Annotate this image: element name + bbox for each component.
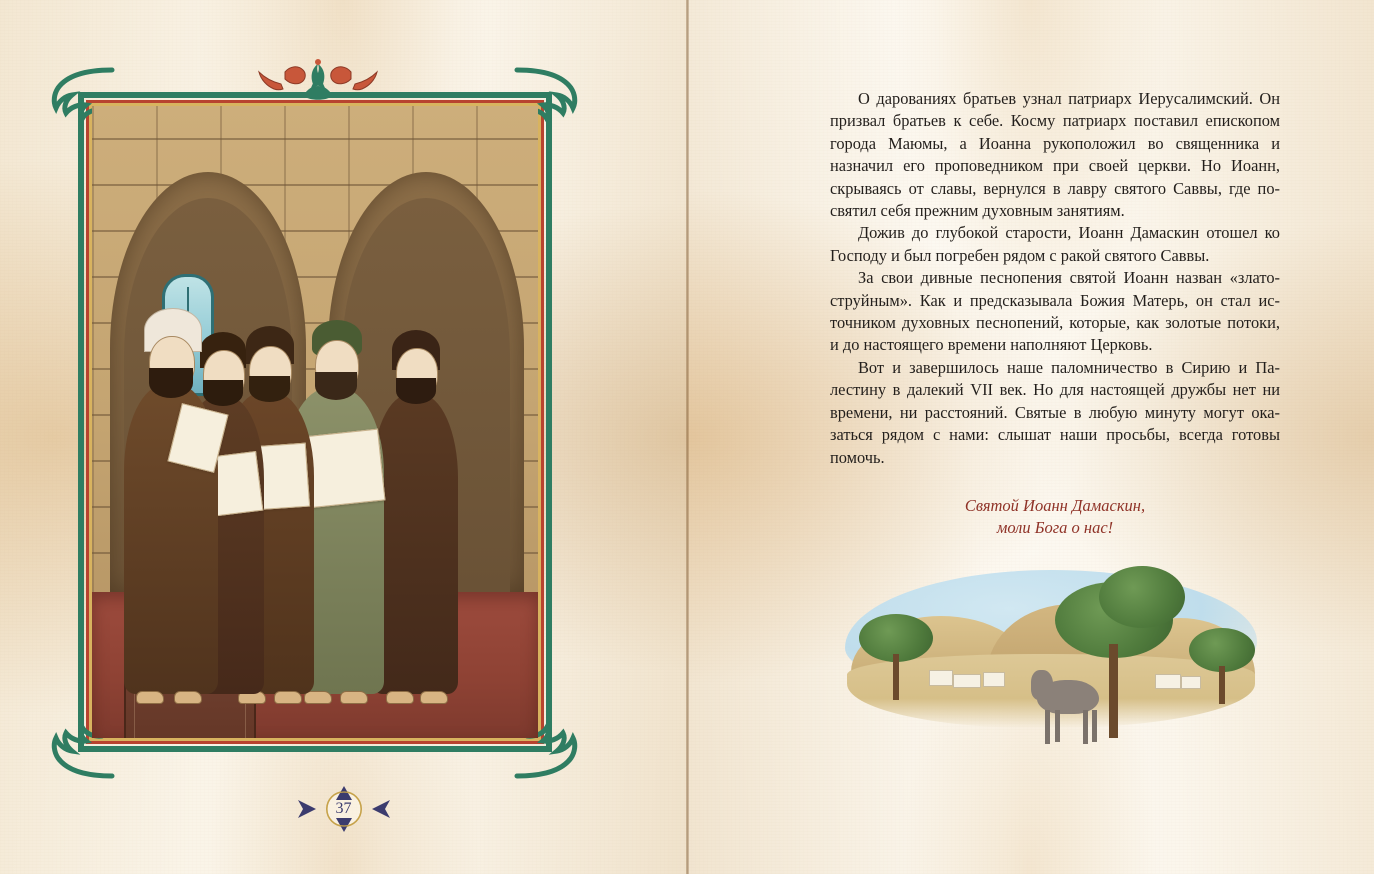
paragraph: За свои дивные песнопения святой Иоанн назван «златоструйным». Как и предсказывала Божия Матерь, он стал источником духовных песнопений, которые, как золотые потоки, и до настоящего времени наполняют Церковь. (830, 268, 1280, 355)
landscape-vignette (837, 486, 1267, 756)
village-house (1155, 674, 1181, 689)
paragraph: Вот и завершилось наше паломничество в Сирию и Палестину в далекий VII век. Но для настоящей дружбы нет ни времени, ни расстояний. Святые в любую минуту могут оказаться рядом с нами: слышат наши просьбы, всегда готовы помочь. (830, 357, 1280, 467)
invocation-line-2: моли Бога о нас! (996, 517, 1114, 537)
olive-tree-canopy (1099, 566, 1185, 628)
village-house (983, 672, 1005, 687)
miniature-illustration (92, 106, 538, 738)
paragraph: Дожив до глубокой старости, Иоанн Дамаскин отошел ко Господу и был погребен рядом с ракой святого Саввы. (830, 223, 1280, 265)
olive-tree-trunk (1109, 644, 1118, 738)
birds-ornament-icon (223, 54, 413, 110)
book-gutter (686, 0, 689, 874)
village-house (1181, 676, 1201, 689)
invocation-line-1: Святой Иоанн Дамаскин, (964, 495, 1146, 515)
body-text-column (830, 88, 1280, 539)
monk-elder-figure (122, 330, 220, 694)
olive-tree-trunk (1219, 666, 1225, 704)
village-house (929, 670, 953, 686)
paragraph: О дарованиях братьев узнал патриарх Иерусалимский. Он призвал братьев к себе. Косму патриарх поставил епископом города Маюмы, а Иоанна рукоположил во священника и назначил его проповедником при своей церкви. Но Иоанн, скрываясь от славы, вернулся в лавру святого Саввы, где посвятил себя прежним духовным занятиям. (830, 89, 1280, 221)
folio-ornament (0, 774, 687, 844)
village-house (953, 674, 981, 688)
olive-tree-trunk (893, 654, 899, 700)
illustration-plate (48, 62, 581, 784)
page-number: 37 (326, 791, 362, 827)
right-page (687, 0, 1374, 874)
folio-flourish-icon (268, 774, 420, 844)
